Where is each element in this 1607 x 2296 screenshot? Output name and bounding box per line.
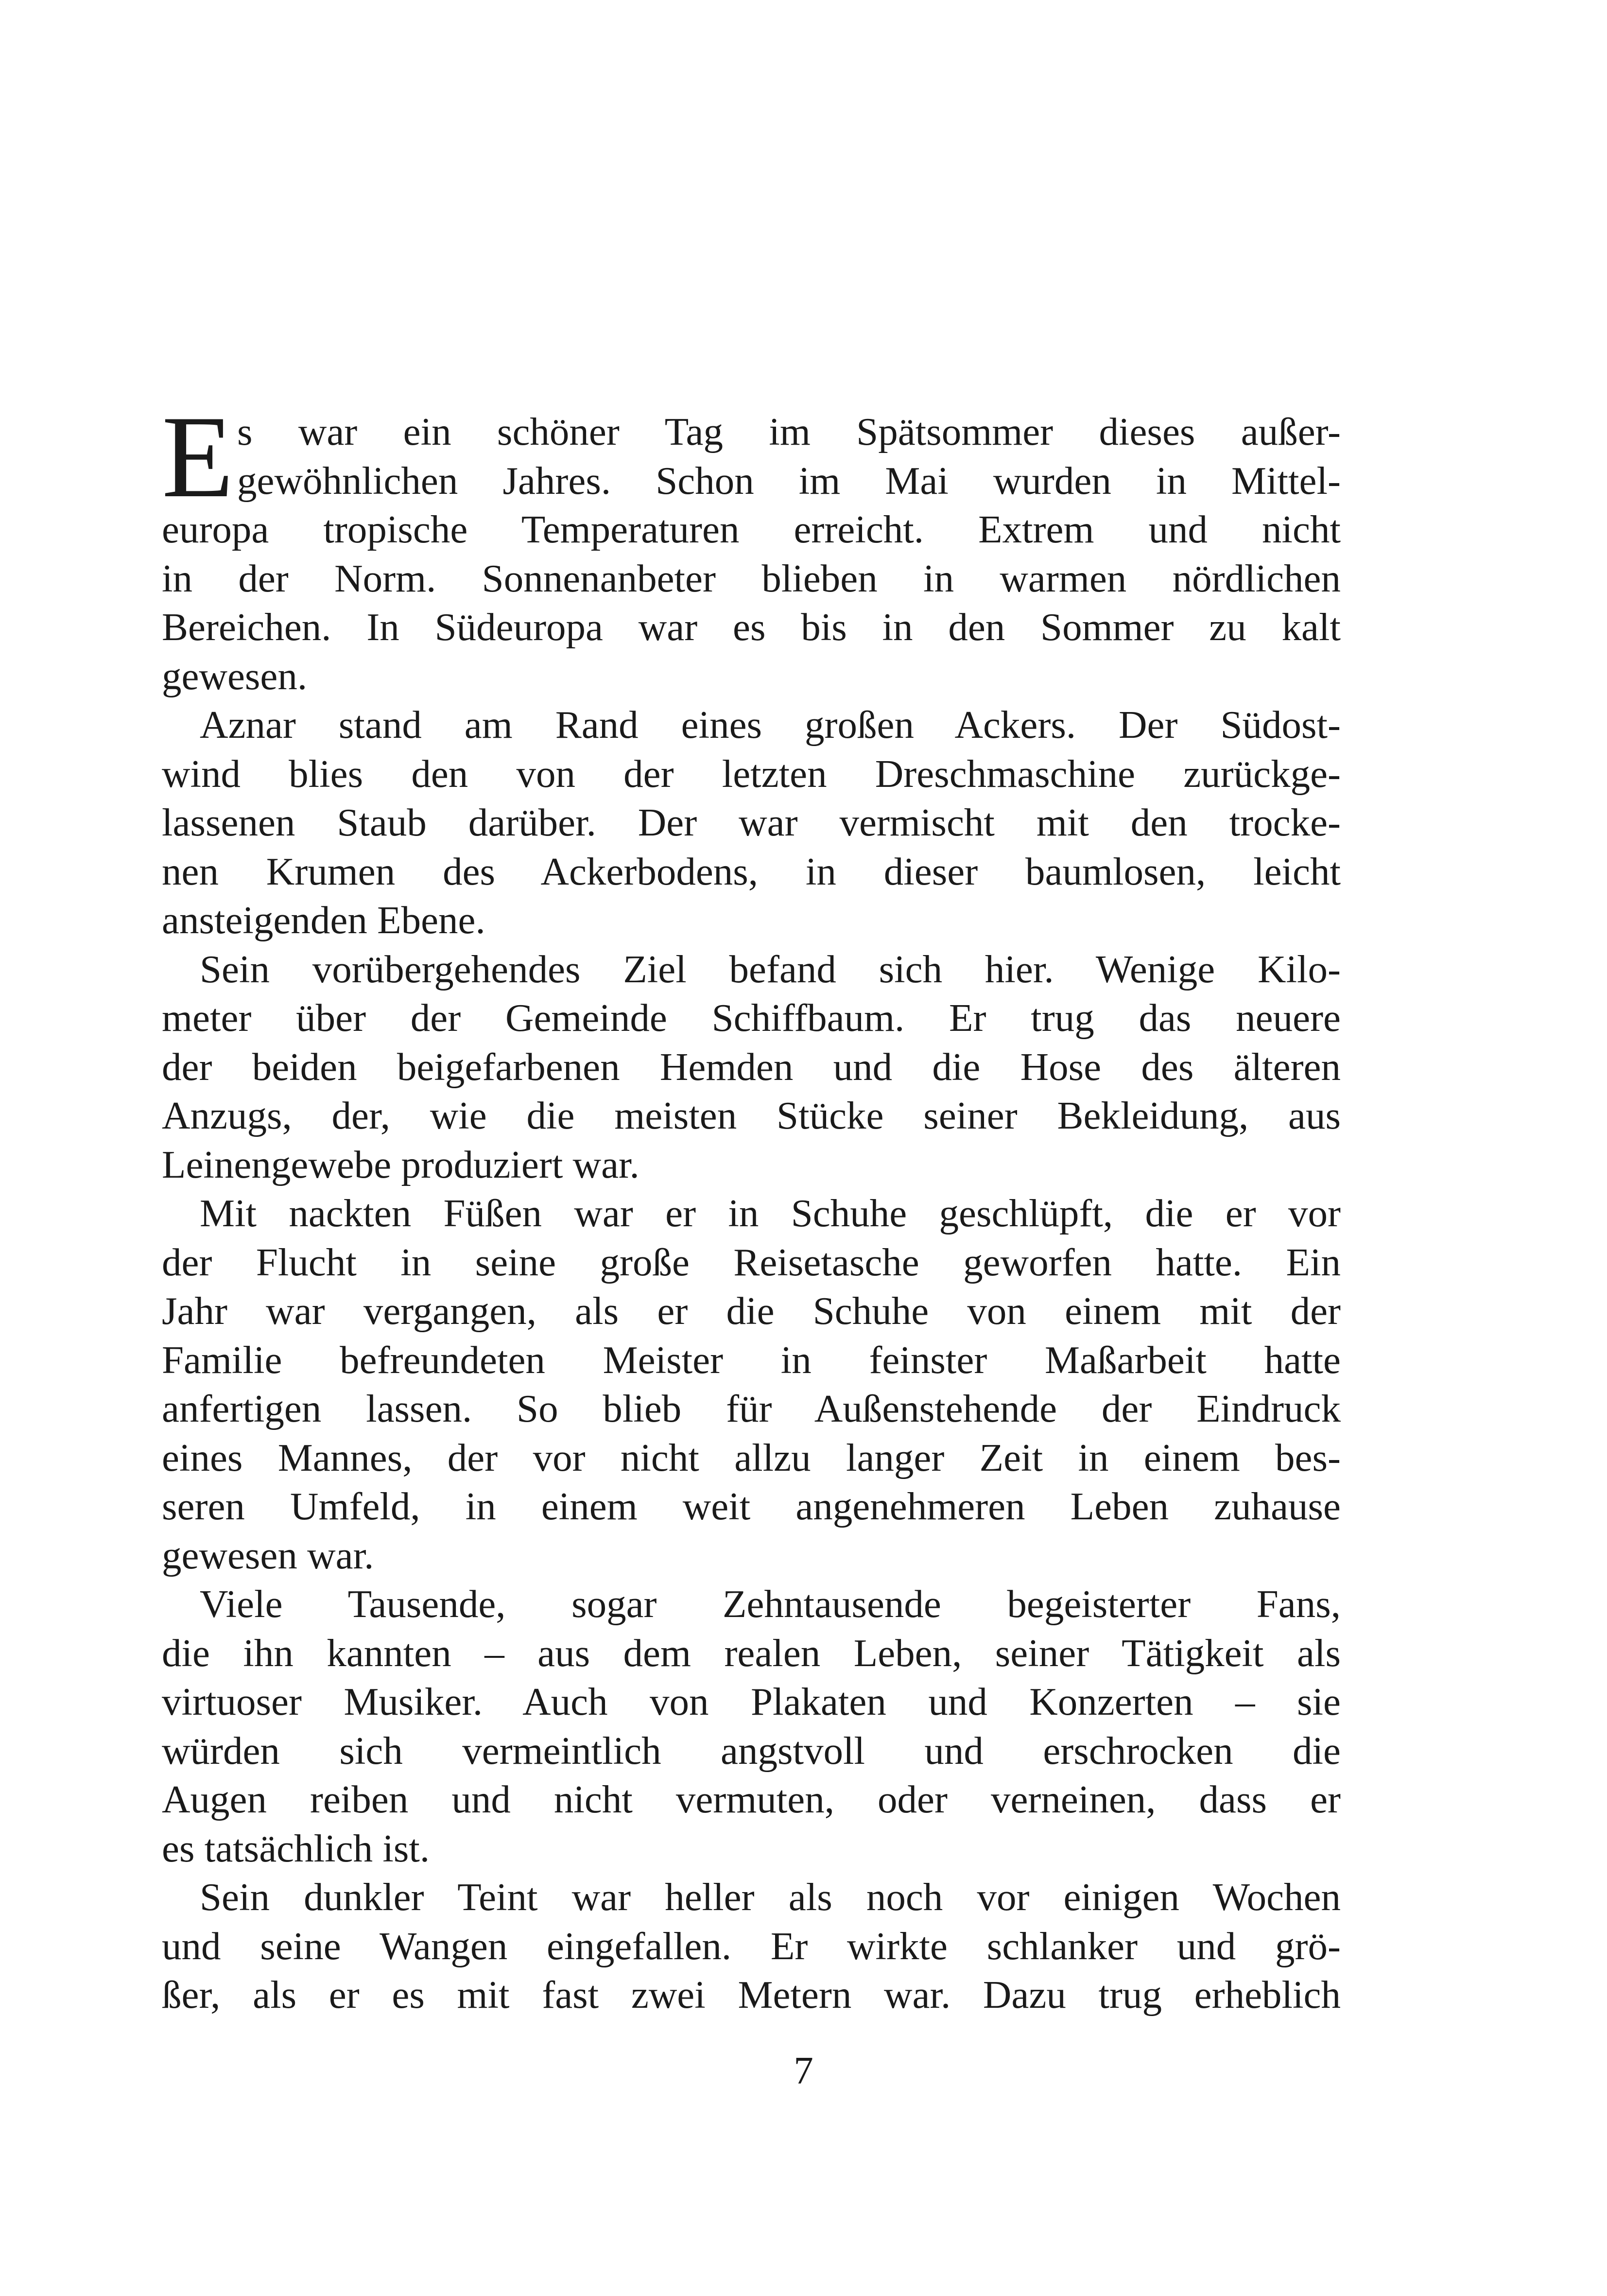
text-line: gewöhnlichen Jahres. Schon im Mai wurden in Mittel-	[237, 458, 1341, 503]
text-line: europa tropische Temperaturen erreicht. Extrem und nicht	[162, 507, 1341, 551]
text-line: Leinengewebe produziert war.	[162, 1142, 639, 1186]
text-line: würden sich vermeintlich angstvoll und erschrocken die	[162, 1728, 1341, 1773]
text-line: nen Krumen des Ackerbodens, in dieser baumlosen, leicht	[162, 849, 1341, 893]
text-line: Bereichen. In Südeuropa war es bis in den Sommer zu kalt	[162, 605, 1341, 649]
drop-cap: E	[162, 392, 234, 522]
text-line: Anzugs, der, wie die meisten Stücke seiner Bekleidung, aus	[162, 1094, 1341, 1137]
text-line: eines Mannes, der vor nicht allzu langer Zeit in einem bes-	[162, 1435, 1341, 1479]
text-line: Viele Tausende, sogar Zehntausende begeisterter Fans,	[200, 1582, 1341, 1626]
text-line: ansteigenden Ebene.	[162, 898, 485, 942]
text-line: Aznar stand am Rand eines großen Ackers. Der Südost-	[200, 703, 1341, 747]
text-line: Jahr war vergangen, als er die Schuhe von einem mit der	[162, 1289, 1341, 1333]
text-line: Augen reiben und nicht vermuten, oder verneinen, dass er	[162, 1777, 1341, 1821]
text-line: gewesen.	[162, 654, 308, 698]
text-line: der beiden beigefarbenen Hemden und die Hose des älteren	[162, 1044, 1341, 1089]
text-line: und seine Wangen eingefallen. Er wirkte schlanker und grö-	[162, 1924, 1341, 1968]
text-line: ßer, als er es mit fast zwei Metern war. Dazu trug erheblich	[162, 1973, 1341, 2017]
text-line: wind blies den von der letzten Dreschmaschine zurückge-	[162, 751, 1341, 796]
body-text	[162, 392, 1341, 2019]
text-line: seren Umfeld, in einem weit angenehmeren Leben zuhause	[162, 1484, 1341, 1528]
text-line: virtuoser Musiker. Auch von Plakaten und Konzerten – sie	[162, 1680, 1341, 1723]
page-number: 7	[794, 2049, 813, 2092]
text-line: Sein dunkler Teint war heller als noch vor einigen Wochen	[200, 1875, 1341, 1919]
text-line: Mit nackten Füßen war er in Schuhe geschlüpft, die er vor	[200, 1191, 1341, 1235]
text-line: es tatsächlich ist.	[162, 1826, 430, 1870]
text-line: der Flucht in seine große Reisetasche geworfen hatte. Ein	[162, 1240, 1341, 1284]
paragraph-lines	[162, 392, 1341, 2019]
text-line: Familie befreundeten Meister in feinster Maßarbeit hatte	[162, 1338, 1341, 1382]
text-line: gewesen war.	[162, 1533, 374, 1577]
text-line: lassenen Staub darüber. Der war vermischt mit den trocke-	[162, 800, 1341, 844]
text-line: meter über der Gemeinde Schiffbaum. Er trug das neuere	[162, 996, 1341, 1040]
text-line: in der Norm. Sonnenanbeter blieben in warmen nördlichen	[162, 556, 1341, 600]
text-line: anfertigen lassen. So blieb für Außenstehende der Eindruck	[162, 1387, 1341, 1430]
text-line: Sein vorübergehendes Ziel befand sich hier. Wenige Kilo-	[200, 947, 1341, 991]
text-line: die ihn kannten – aus dem realen Leben, seiner Tätigkeit als	[162, 1631, 1341, 1675]
text-line: s war ein schöner Tag im Spätsommer dieses außer-	[237, 410, 1341, 453]
